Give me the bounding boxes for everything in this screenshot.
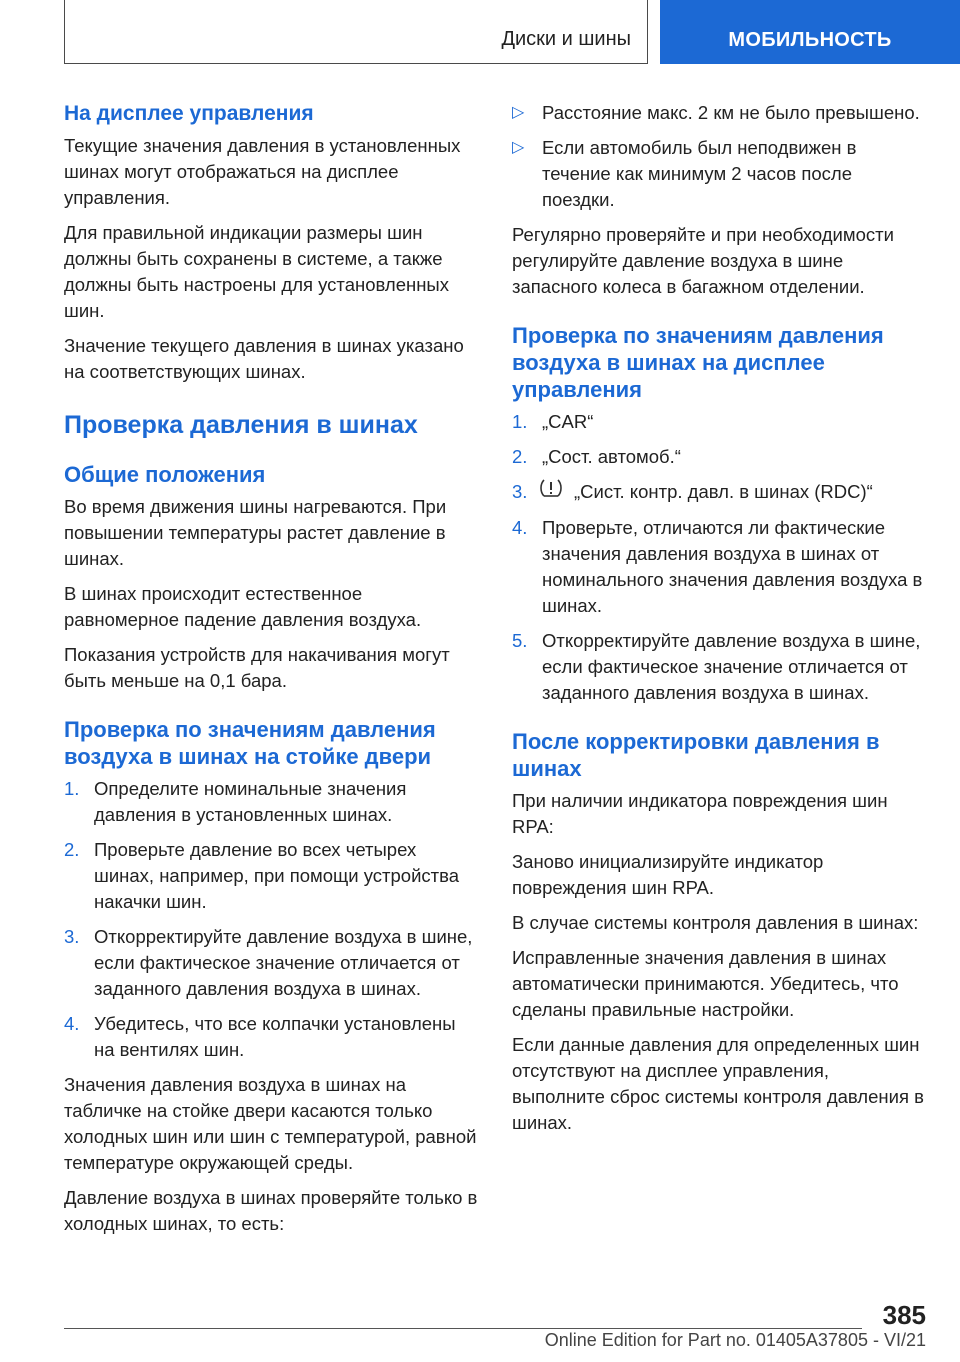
heading-display-check: Проверка по значениям давления воздуха в шинах на дисплее управления — [512, 323, 884, 402]
heading-door-check: Проверка по значениям давления воздуха в шинах на стойке двери — [64, 717, 436, 769]
edition-footer: Online Edition for Part no. 01405A37805 - VI/21 — [544, 1330, 926, 1350]
paragraph: Исправленные значения давления в шинах автоматически принимаются. Убедитесь, что сделаны правильные настройки. — [512, 946, 899, 1020]
paragraph: Текущие значения давления в установленных шинах могут отображаться на дисплее управления. — [64, 135, 461, 208]
list-item — [64, 837, 478, 915]
list-item — [64, 776, 478, 828]
paragraph: Во время движения шины нагреваются. При повышении температуры растет давление в шинах. — [64, 496, 447, 569]
footer-divider — [64, 1328, 862, 1329]
step-text: Проверьте, отличаются ли фактические значения давления воздуха в шинах от номинального значения давления воздуха в шинах. — [542, 516, 923, 616]
step-number: 4. — [512, 516, 528, 538]
step-text: „Сист. контр. давл. в шинах (RDC)“ — [574, 481, 873, 502]
paragraph: В шинах происходит естественное равномерное падение давления воздуха. — [64, 583, 422, 630]
chapter-tab[interactable]: МОБИЛЬНОСТЬ — [660, 0, 960, 64]
list-item — [512, 515, 926, 619]
step-text: Откорректируйте давление воздуха в шине, если фактическое значение отличается от заданного давления воздуха в шинах. — [94, 926, 473, 999]
triangle-bullet-icon: ▷ — [512, 139, 525, 156]
paragraph: Значения давления воздуха в шинах на табличке на стойке двери касаются только холодных шин или шин с температурой, равной температуре окружающей среды. — [64, 1074, 477, 1173]
section-title: Диски и шины — [501, 28, 631, 50]
condition-text: Если автомобиль был неподвижен в течение как минимум 2 часов после поездки. — [542, 137, 857, 210]
list-item — [512, 479, 926, 506]
left-column — [64, 100, 478, 1246]
paragraph: Значение текущего давления в шинах указано на соответствующих шинах. — [64, 335, 464, 382]
list-item — [512, 100, 926, 126]
step-number: 1. — [64, 778, 80, 799]
heading-general: Общие положения — [64, 462, 266, 487]
heading-after-correction: После корректировки давления в шинах — [512, 728, 880, 781]
step-text: Определите номинальные значения давления в установленных шинах. — [94, 778, 407, 825]
step-number: 4. — [64, 1013, 80, 1034]
heading-display: На дисплее управления — [64, 102, 314, 125]
step-number: 1. — [512, 411, 528, 432]
step-number: 3. — [64, 926, 80, 947]
paragraph: В случае системы контроля давления в шинах: — [512, 911, 919, 933]
step-number: 2. — [64, 839, 80, 860]
paragraph: Если данные давления для определенных шин отсутствуют на дисплее управления, выполните сброс системы контроля давления в шинах. — [512, 1033, 924, 1133]
step-number: 5. — [512, 629, 528, 651]
right-column — [512, 100, 926, 1145]
triangle-bullet-icon: ▷ — [512, 104, 525, 121]
paragraph: Показания устройств для накачивания могут быть меньше на 0,1 бара. — [64, 644, 450, 691]
cold-tire-conditions — [512, 100, 926, 213]
step-number: 2. — [512, 446, 528, 467]
paragraph: Для правильной индикации размеры шин должны быть сохранены в системе, а также должны быть настроены для установленных шин. — [64, 222, 449, 321]
step-text: „Сост. автомоб.“ — [542, 446, 681, 467]
step-number: 3. — [512, 481, 528, 502]
list-item — [512, 444, 926, 470]
list-item — [64, 1011, 478, 1063]
paragraph: Заново инициализируйте индикатор повреждения шин RPA. — [512, 850, 824, 898]
paragraph: Давление воздуха в шинах проверяйте только в холодных шинах, то есть: — [64, 1187, 478, 1234]
list-item — [512, 135, 926, 213]
condition-text: Расстояние макс. 2 км не было превышено. — [542, 102, 920, 123]
header-frame — [64, 0, 648, 64]
list-item — [512, 628, 926, 706]
heading-main: Проверка давления в шинах — [64, 411, 418, 439]
paragraph: При наличии индикатора повреждения шин RPA: — [512, 789, 888, 837]
tire-pressure-warning-icon — [538, 477, 564, 506]
door-check-steps — [64, 776, 478, 1063]
step-text: Проверьте давление во всех четырех шинах, например, при помощи устройства накачки шин. — [94, 839, 460, 912]
page-number: 385 — [882, 1300, 926, 1330]
paragraph: Регулярно проверяйте и при необходимости регулируйте давление воздуха в шине запасного колеса в багажном отделении. — [512, 224, 894, 297]
step-text: Убедитесь, что все колпачки установлены на вентилях шин. — [94, 1013, 456, 1060]
step-text: „CAR“ — [542, 411, 594, 432]
list-item — [64, 924, 478, 1002]
step-text: Откорректируйте давление воздуха в шине, если фактическое значение отличается от заданного давления воздуха в шинах. — [542, 629, 921, 703]
display-check-steps — [512, 409, 926, 706]
list-item — [512, 409, 926, 435]
